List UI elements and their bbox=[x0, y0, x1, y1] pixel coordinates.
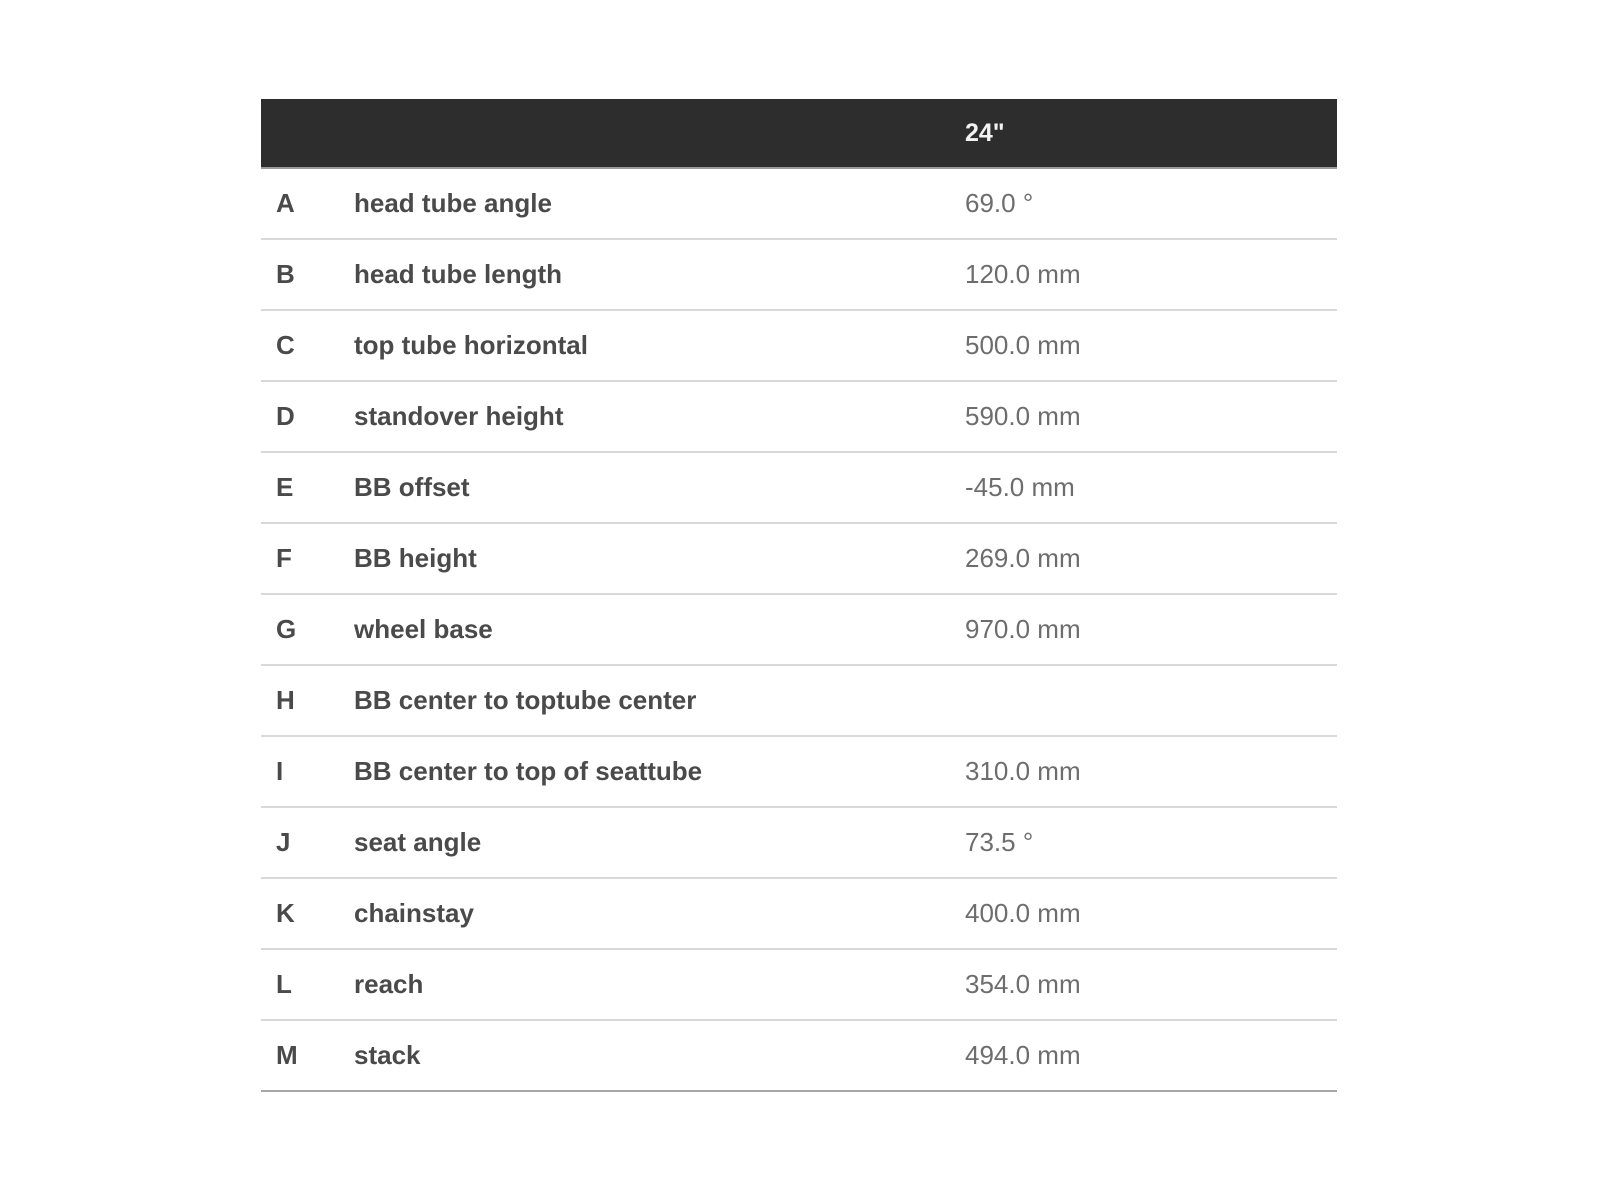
row-value: 500.0 mm bbox=[965, 330, 1081, 360]
row-value: 590.0 mm bbox=[965, 401, 1081, 431]
table-row bbox=[261, 808, 1337, 879]
table-row bbox=[261, 737, 1337, 808]
row-value: -45.0 mm bbox=[965, 472, 1075, 502]
header-size-label: 24" bbox=[965, 118, 1005, 147]
table-body bbox=[261, 169, 1337, 1092]
row-label: stack bbox=[354, 1040, 421, 1070]
table-row bbox=[261, 879, 1337, 950]
row-key: B bbox=[276, 259, 295, 289]
row-value: 354.0 mm bbox=[965, 969, 1081, 999]
table-row bbox=[261, 595, 1337, 666]
row-key: M bbox=[276, 1040, 298, 1070]
row-key: D bbox=[276, 401, 295, 431]
table-row bbox=[261, 453, 1337, 524]
row-value: 400.0 mm bbox=[965, 898, 1081, 928]
table-row bbox=[261, 311, 1337, 382]
row-label: seat angle bbox=[354, 827, 482, 857]
table-header-row bbox=[261, 99, 1337, 169]
table-row bbox=[261, 1021, 1337, 1092]
table-row bbox=[261, 524, 1337, 595]
table-row bbox=[261, 382, 1337, 453]
row-label: head tube length bbox=[354, 259, 562, 289]
row-label: chainstay bbox=[354, 898, 474, 928]
row-label: head tube angle bbox=[354, 188, 552, 218]
row-key: G bbox=[276, 614, 297, 644]
row-value: 310.0 mm bbox=[965, 756, 1081, 786]
table-row bbox=[261, 240, 1337, 311]
row-key: A bbox=[276, 188, 295, 218]
row-key: H bbox=[276, 685, 295, 715]
row-value: 970.0 mm bbox=[965, 614, 1081, 644]
row-label: standover height bbox=[354, 401, 564, 431]
table-row bbox=[261, 666, 1337, 737]
row-label: BB center to top of seattube bbox=[354, 756, 703, 786]
row-key: K bbox=[276, 898, 295, 928]
row-label: reach bbox=[354, 969, 424, 999]
row-value: 269.0 mm bbox=[965, 543, 1081, 573]
row-value: 494.0 mm bbox=[965, 1040, 1081, 1070]
row-label: wheel base bbox=[354, 614, 493, 644]
row-value: 69.0 ° bbox=[965, 188, 1034, 218]
row-label: BB offset bbox=[354, 472, 470, 502]
row-label: BB height bbox=[354, 543, 477, 573]
row-key: E bbox=[276, 472, 294, 502]
row-key: J bbox=[276, 827, 291, 857]
row-label: BB center to toptube center bbox=[354, 685, 697, 715]
table-row bbox=[261, 169, 1337, 240]
table-row bbox=[261, 950, 1337, 1021]
row-key: C bbox=[276, 330, 295, 360]
geometry-table bbox=[261, 99, 1337, 1092]
row-key: L bbox=[276, 969, 292, 999]
row-value: 73.5 ° bbox=[965, 827, 1034, 857]
row-value: 120.0 mm bbox=[965, 259, 1081, 289]
row-key: F bbox=[276, 543, 292, 573]
row-label: top tube horizontal bbox=[354, 330, 588, 360]
row-key: I bbox=[276, 756, 284, 786]
